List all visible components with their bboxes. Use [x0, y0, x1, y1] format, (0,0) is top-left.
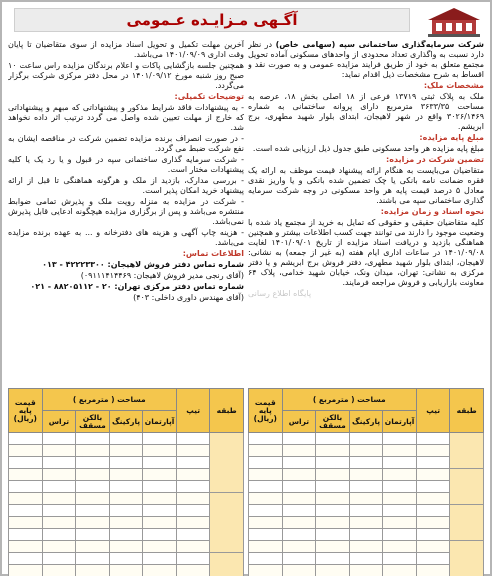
terrace-cell	[42, 469, 76, 481]
type-cell	[416, 493, 450, 505]
col-header-balcony: بالکن مسقف	[316, 411, 350, 433]
note-item: - شرکت در مزایده به منزله رویت ملک و پذیرش تمامی ضوابط منتشره می‌باشد و پس از برگزاری مزایده هیچگونه ادعایی قابل پذیرش نمی‌باشد.	[8, 197, 244, 226]
balcony-cell	[76, 553, 110, 565]
parking-cell	[109, 433, 143, 445]
col-header-base-price: قیمت پایه (ریال)	[249, 389, 283, 433]
type-cell	[176, 565, 210, 576]
apartment-cell	[143, 481, 177, 493]
parking-cell	[109, 517, 143, 529]
apartment-cell	[383, 529, 417, 541]
terrace-cell	[282, 493, 316, 505]
notice-title: آگـهی مـزایـده عـمومی	[126, 11, 298, 29]
contact-tehran: شماره تماس دفتر مرکزی تهران: ۲۰ - ۸۸۲۰۵۱۱۲ - ۰۲۱	[30, 282, 244, 291]
terrace-cell	[282, 529, 316, 541]
type-cell	[176, 541, 210, 553]
balcony-cell	[76, 565, 110, 576]
note-item: - هزینه چاپ آگهی و هزینه های دفترخانه و ... به عهده برنده مزایده می‌باشد.	[8, 228, 244, 247]
table-row	[249, 433, 484, 445]
balcony-cell	[316, 457, 350, 469]
terrace-cell	[282, 541, 316, 553]
table-row	[9, 505, 244, 517]
table-row	[249, 553, 484, 565]
balcony-cell	[76, 517, 110, 529]
col-header-type: تیپ	[176, 389, 210, 433]
title-bar	[14, 8, 410, 32]
col-header-terrace: تراس	[42, 411, 76, 433]
price-cell	[9, 469, 43, 481]
col-header-base-price: قیمت پایه (ریال)	[9, 389, 43, 433]
terrace-cell	[42, 517, 76, 529]
price-table-right	[248, 388, 484, 576]
notice-body-left	[8, 40, 244, 384]
price-cell	[249, 565, 283, 576]
table-row	[249, 469, 484, 481]
apartment-cell	[383, 505, 417, 517]
terrace-cell	[42, 553, 76, 565]
price-cell	[249, 445, 283, 457]
price-cell	[249, 469, 283, 481]
note-item: - شرکت سرمایه گذاری ساختمانی سپه در قبول و یا رد یک یا کلیه پیشنهادات مختار است.	[8, 155, 244, 174]
balcony-cell	[76, 433, 110, 445]
table-row	[9, 493, 244, 505]
parking-cell	[109, 541, 143, 553]
floor-cell	[450, 469, 484, 505]
table-row	[249, 457, 484, 469]
terrace-cell	[282, 553, 316, 565]
type-cell	[416, 457, 450, 469]
type-cell	[176, 517, 210, 529]
price-table-left	[8, 388, 244, 576]
price-cell	[9, 517, 43, 529]
guarantee-heading: تضمین شرکت در مزایده:	[386, 155, 484, 164]
terrace-cell	[282, 445, 316, 457]
type-cell	[176, 457, 210, 469]
table-row	[9, 469, 244, 481]
base-price-heading: مبلغ پایه مزایده:	[419, 133, 484, 142]
price-cell	[249, 553, 283, 565]
table-row	[9, 481, 244, 493]
balcony-cell	[76, 481, 110, 493]
base-price-text: مبلغ پایه مزایده هر واحد مسکونی طبق جدول ذیل ارزیابی شده است.	[252, 144, 484, 153]
apartment-cell	[383, 553, 417, 565]
balcony-cell	[316, 529, 350, 541]
price-cell	[9, 457, 43, 469]
parking-cell	[109, 553, 143, 565]
parking-cell	[349, 517, 383, 529]
parking-cell	[349, 565, 383, 576]
price-cell	[9, 493, 43, 505]
type-cell	[416, 445, 450, 457]
apartment-cell	[383, 541, 417, 553]
parking-cell	[349, 505, 383, 517]
parking-cell	[109, 505, 143, 517]
price-cell	[249, 517, 283, 529]
balcony-cell	[76, 529, 110, 541]
terrace-cell	[282, 505, 316, 517]
parking-cell	[349, 469, 383, 481]
parking-cell	[349, 481, 383, 493]
table-row	[249, 529, 484, 541]
table-row	[9, 565, 244, 576]
price-cell	[249, 433, 283, 445]
contact-tehran-person: (آقای مهندس داوری داخلی: ۴۰۳)	[133, 293, 244, 302]
price-cell	[249, 541, 283, 553]
price-cell	[9, 529, 43, 541]
type-cell	[416, 529, 450, 541]
table-row	[9, 433, 244, 445]
floor-cell	[450, 541, 484, 576]
floor-cell	[210, 433, 244, 493]
apartment-cell	[383, 433, 417, 445]
parking-cell	[349, 493, 383, 505]
price-cell	[9, 433, 43, 445]
apartment-cell	[143, 445, 177, 457]
watermark-text: پایگاه اطلاع رسانی	[248, 289, 312, 298]
table-row	[249, 445, 484, 457]
type-cell	[176, 469, 210, 481]
parking-cell	[109, 469, 143, 481]
note-item: - به پیشنهادات فاقد شرایط مذکور و پیشنهاداتی که مبهم و پیشنهاداتی که خارج از مهلت تعیین شده واصل می گردد ترتیب اثر داده نخواهد شد.	[8, 103, 244, 132]
parking-cell	[109, 493, 143, 505]
balcony-cell	[316, 481, 350, 493]
table-row	[249, 541, 484, 553]
floor-cell	[210, 553, 244, 576]
col-header-parking: پارکینگ	[109, 411, 143, 433]
col-header-apartment: آپارتمان	[143, 411, 177, 433]
parking-cell	[349, 541, 383, 553]
price-cell	[9, 541, 43, 553]
apartment-cell	[143, 433, 177, 445]
logo-graphic	[424, 6, 484, 38]
terrace-cell	[282, 469, 316, 481]
apartment-cell	[383, 493, 417, 505]
col-header-parking: پارکینگ	[349, 411, 383, 433]
type-cell	[176, 493, 210, 505]
table-row	[249, 481, 484, 493]
price-cell	[249, 529, 283, 541]
notice-body-right	[248, 40, 484, 384]
table-row	[249, 565, 484, 576]
terrace-cell	[42, 505, 76, 517]
balcony-cell	[316, 493, 350, 505]
intro-text: در نظر دارد نسبت به واگذاری تعداد محدودی از واحدهای مسکونی آماده تحویل مجتمع متعلق به خود از طریق فرایند مزایده عمومی و به صورت نقد و اقساط به شرح مشخصات ذیل اقدام نماید:	[248, 40, 484, 79]
terrace-cell	[42, 481, 76, 493]
parking-cell	[109, 565, 143, 576]
type-cell	[416, 553, 450, 565]
type-cell	[416, 505, 450, 517]
apartment-cell	[143, 517, 177, 529]
price-cell	[9, 553, 43, 565]
specs-text: ملک به پلاک ثبتی ۱۳۷۱۹ فرعی از ۱۸ اصلی بخش ۱۸، عرصه به مساحت ۳۶۳۳/۳۵ مترمربع دارای پروانه ساختمانی به شماره ۳۰۲۶/۱۴۶۹ واقع در شهر لاهیجان، ابتدای بلوار شهید مطهری، برج ابریشم.	[248, 92, 484, 131]
deadline-text: آخرین مهلت تکمیل و تحویل اسناد مزایده از سوی متقاضیان تا پایان وقت اداری ۱۴۰۱/۰۹/۰۹ می‌باشد.	[8, 40, 244, 59]
table-row	[9, 445, 244, 457]
type-cell	[176, 529, 210, 541]
col-header-apartment: آپارتمان	[383, 411, 417, 433]
terrace-cell	[282, 481, 316, 493]
balcony-cell	[316, 517, 350, 529]
type-cell	[176, 433, 210, 445]
balcony-cell	[316, 565, 350, 576]
terrace-cell	[42, 433, 76, 445]
price-cell	[9, 505, 43, 517]
balcony-cell	[316, 469, 350, 481]
type-cell	[176, 505, 210, 517]
apartment-cell	[383, 445, 417, 457]
col-header-area: مساحت ( مترمربع )	[42, 389, 176, 411]
type-cell	[416, 433, 450, 445]
apartment-cell	[143, 457, 177, 469]
table-row	[9, 457, 244, 469]
terrace-cell	[42, 565, 76, 576]
table-row	[9, 553, 244, 565]
col-header-floor: طبقه	[450, 389, 484, 433]
type-cell	[176, 481, 210, 493]
parking-cell	[109, 445, 143, 457]
parking-cell	[109, 457, 143, 469]
balcony-cell	[76, 541, 110, 553]
contact-lahijan-person: (آقای رنجی مدیر فروش لاهیجان: ۰۹۱۱۱۴۱۴۴۶۹)	[80, 271, 244, 280]
table-row	[9, 541, 244, 553]
terrace-cell	[42, 445, 76, 457]
apartment-cell	[143, 469, 177, 481]
terrace-cell	[282, 565, 316, 576]
type-cell	[176, 553, 210, 565]
table-row	[9, 529, 244, 541]
note-item: - در صورت انصراف برنده مزایده تضمین شرکت در مناقصه ایشان به نفع شرکت ضبط می گردد.	[8, 134, 244, 153]
col-header-type: تیپ	[416, 389, 450, 433]
parking-cell	[349, 529, 383, 541]
table-row	[249, 493, 484, 505]
type-cell	[176, 445, 210, 457]
terrace-cell	[282, 457, 316, 469]
apartment-cell	[143, 529, 177, 541]
terrace-cell	[42, 457, 76, 469]
parking-cell	[349, 457, 383, 469]
terrace-cell	[42, 529, 76, 541]
floor-cell	[450, 433, 484, 469]
price-cell	[249, 457, 283, 469]
balcony-cell	[316, 445, 350, 457]
apartment-cell	[383, 481, 417, 493]
apartment-cell	[383, 517, 417, 529]
parking-cell	[349, 445, 383, 457]
table-row	[249, 505, 484, 517]
parking-cell	[349, 553, 383, 565]
col-header-terrace: تراس	[282, 411, 316, 433]
balcony-cell	[316, 553, 350, 565]
table-row	[249, 517, 484, 529]
floor-cell	[450, 505, 484, 541]
type-cell	[416, 469, 450, 481]
header	[8, 6, 488, 36]
apartment-cell	[143, 565, 177, 576]
price-cell	[9, 565, 43, 576]
col-header-area: مساحت ( مترمربع )	[282, 389, 416, 411]
balcony-cell	[76, 505, 110, 517]
balcony-cell	[76, 457, 110, 469]
company-name: شرکت سرمایه‌گذاری ساختمانی سپه (سهامی خاص)	[275, 40, 484, 49]
balcony-cell	[76, 445, 110, 457]
contact-lahijan: شماره تماس دفتر فروش لاهیجان: ۴۲۲۲۳۳۰۰ - ۰۱۳	[42, 260, 244, 269]
terrace-cell	[282, 517, 316, 529]
col-header-balcony: بالکن مسقف	[76, 411, 110, 433]
price-cell	[249, 493, 283, 505]
terrace-cell	[282, 433, 316, 445]
balcony-cell	[316, 433, 350, 445]
company-logo-icon	[424, 6, 484, 38]
notes-heading: توضیحات تکمیلی:	[174, 92, 244, 101]
apartment-cell	[383, 565, 417, 576]
type-cell	[416, 541, 450, 553]
price-cell	[249, 505, 283, 517]
col-header-floor: طبقه	[210, 389, 244, 433]
balcony-cell	[76, 469, 110, 481]
parking-cell	[109, 529, 143, 541]
type-cell	[416, 481, 450, 493]
opening-session-text: همچنین جلسه بازگشایی پاکات و اعلام برندگان مزایده راس ساعت ۱۰ صبح روز شنبه مورخ ۱۴۰۱/۰۹/۱۲ در محل دفتر مرکزی شرکت برگزار می‌گردد.	[8, 61, 244, 90]
note-item: - بررسی مدارک، بازدید از ملک و هرگونه هماهنگی تا قبل از ارائه پیشنهاد خرید امکان پذیر است.	[8, 176, 244, 195]
balcony-cell	[76, 493, 110, 505]
price-cell	[9, 445, 43, 457]
floor-cell	[210, 493, 244, 553]
price-cell	[249, 481, 283, 493]
terrace-cell	[42, 493, 76, 505]
parking-cell	[349, 433, 383, 445]
type-cell	[416, 517, 450, 529]
specs-heading: مشخصات ملک:	[423, 81, 484, 90]
apartment-cell	[383, 457, 417, 469]
apartment-cell	[143, 553, 177, 565]
schedule-heading: نحوه اسناد و زمان مزایده:	[380, 207, 484, 216]
apartment-cell	[143, 541, 177, 553]
type-cell	[416, 565, 450, 576]
parking-cell	[109, 481, 143, 493]
terrace-cell	[42, 541, 76, 553]
apartment-cell	[143, 505, 177, 517]
apartment-cell	[383, 469, 417, 481]
balcony-cell	[316, 505, 350, 517]
table-row	[9, 517, 244, 529]
balcony-cell	[316, 541, 350, 553]
schedule-text: کلیه متقاضیان حقیقی و حقوقی که تمایل به خرید از مجتمع یاد شده با وضعیت موجود را دارند می توانند جهت کسب اطلاعات بیشتر و همچنین هماهنگی بازدید و دریافت اسناد مزایده از تاریخ ۱۴۰۱/۰۹/۰۱ لغایت ۱۴۰۱/۰۹/۰۸ در ساعات اداری ایام هفته (به غیر از جمعه) به نشانی: لاهیجان، ابتدای بلوار شهید مطهری، دفتر فروش برج ابریشم و یا دفتر مرکزی به نشانی: تهران، میدان ونک، خیابان شهید خدامی، پلاک ۶۴ معاونت بازاریابی و فروش مراجعه فرمایند.	[248, 218, 484, 287]
contact-heading: اطلاعات تماس:	[182, 249, 244, 258]
apartment-cell	[143, 493, 177, 505]
guarantee-text: متقاضیان می‌بایست به هنگام ارائه پیشنهاد قیمت موظف به ارائه یک فقره ضمانت نامه بانکی یا چک تضمین شده بانکی و یا واریز نقدی معادل ۵ درصد قیمت پایه هر واحد مسکونی در وجه شرکت سرمایه گذاری ساختمانی سپه می باشند.	[248, 166, 484, 205]
price-cell	[9, 481, 43, 493]
